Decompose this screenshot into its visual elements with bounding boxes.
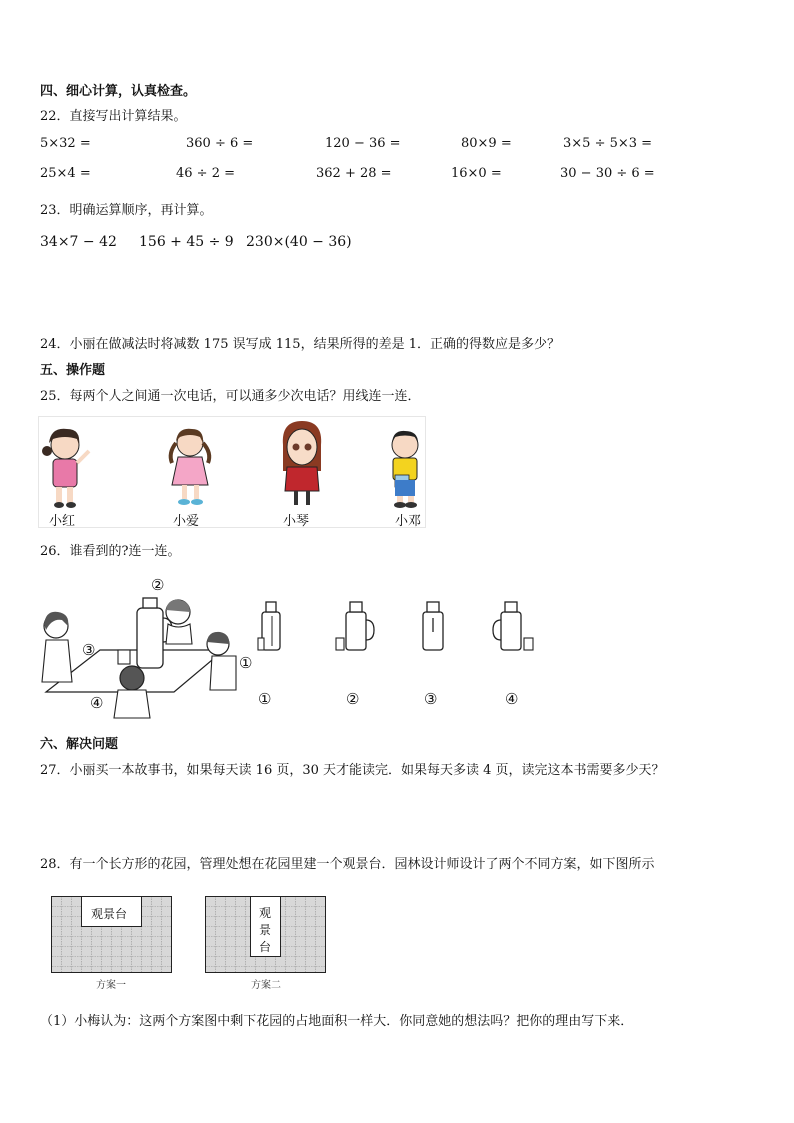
question-27: 27．小丽买一本故事书，如果每天读 16 页，30 天才能读完．如果每天多读 4 页，读完这本书需要多少天？	[40, 763, 665, 778]
calc-expression: 156 + 45 ÷ 9	[139, 234, 234, 250]
question-25: 25．每两个人之间通一次电话，可以通多少次电话？用线连一连．	[40, 389, 421, 404]
question-28: 28．有一个长方形的花园，管理处想在花园里建一个观景台．园林设计师设计了两个不同方案，如下图所示	[40, 857, 655, 872]
section-title-4: 四、细心计算，认真检查。	[40, 84, 197, 99]
calc-item: 16×0 =	[451, 166, 502, 181]
thermos-view-3-icon	[418, 598, 448, 654]
person-name-label: 小红	[49, 514, 76, 529]
plan-2-caption: 方案二	[251, 980, 281, 991]
question-23: 23．明确运算顺序，再计算。	[40, 203, 213, 218]
boy-xiaodeng-illustration	[381, 425, 429, 509]
calc-item: 46 ÷ 2 =	[176, 166, 235, 181]
calc-item: 120 − 36 =	[325, 136, 401, 151]
plan-2-label-char: 观	[259, 906, 272, 920]
position-mark: ④	[90, 694, 104, 712]
calc-item: 360 ÷ 6 =	[186, 136, 254, 151]
girl-xiaoai-illustration	[164, 423, 220, 509]
plan-1-viewing-platform-label: 观景台	[91, 907, 128, 921]
girl-xiaoqin-illustration	[277, 419, 327, 509]
person-name-label: 小琴	[283, 514, 310, 529]
calc-item: 30 − 30 ÷ 6 =	[560, 166, 655, 181]
thermos-view-4-icon	[491, 598, 537, 654]
calc-item: 5×32 =	[40, 136, 91, 151]
plan-1-caption: 方案一	[96, 980, 126, 991]
view-label: ②	[346, 690, 360, 708]
position-mark: ③	[82, 641, 96, 659]
people-figure	[38, 416, 426, 528]
calc-item: 3×5 ÷ 5×3 =	[563, 136, 653, 151]
person-name-label: 小爱	[173, 514, 200, 529]
view-label: ④	[505, 690, 519, 708]
position-mark: ①	[239, 654, 253, 672]
section-title-6: 六、解决问题	[40, 737, 119, 752]
question-22: 22．直接写出计算结果。	[40, 109, 187, 124]
calc-item: 25×4 =	[40, 166, 91, 181]
question-26: 26．谁看到的?连一连。	[40, 544, 181, 559]
girl-xiaohong-illustration	[39, 421, 99, 509]
calc-item: 362 + 28 =	[316, 166, 392, 181]
person-name-label: 小邓	[395, 514, 422, 529]
view-label: ①	[258, 690, 272, 708]
plan-2-label-char: 台	[259, 940, 272, 954]
calc-expression: 230×(40 − 36)	[246, 234, 352, 250]
question-28-part-1: （1）小梅认为：这两个方案图中剩下花园的占地面积一样大．你同意她的想法吗？把你的理由写下来．	[40, 1014, 634, 1029]
thermos-view-2-icon	[334, 598, 376, 654]
position-mark: ②	[151, 576, 165, 594]
plan-2-label-char: 景	[259, 923, 272, 937]
view-label: ③	[424, 690, 438, 708]
question-24: 24．小丽在做减法时将减数 175 误写成 115，结果所得的差是 1．正确的得数应是多少？	[40, 337, 560, 352]
calc-expression: 34×7 − 42	[40, 234, 117, 250]
table-scene-illustration	[40, 570, 240, 720]
section-title-5: 五、操作题	[40, 363, 106, 378]
thermos-view-1-icon	[256, 598, 286, 654]
calc-item: 80×9 =	[461, 136, 512, 151]
